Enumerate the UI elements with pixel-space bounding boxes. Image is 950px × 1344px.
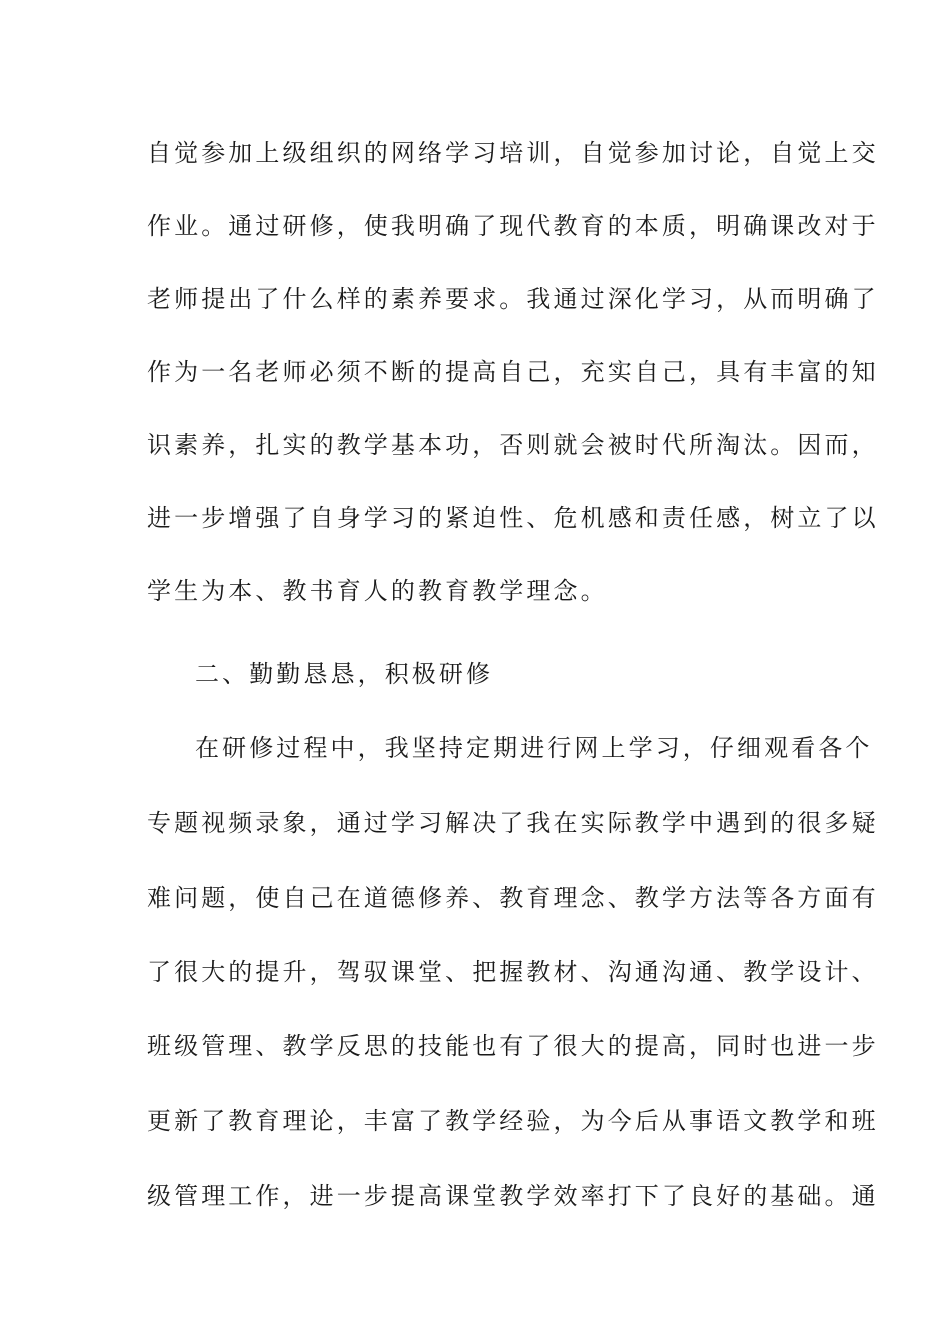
paragraph-line: 自觉参加上级组织的网络学习培训，自觉参加讨论，自觉上交 xyxy=(147,139,879,167)
paragraph-line: 学生为本、教书育人的教育教学理念。 xyxy=(147,577,608,605)
paragraph-line: 更新了教育理论，丰富了教学经验，为今后从事语文教学和班 xyxy=(147,1107,879,1135)
paragraph-line: 进一步增强了自身学习的紧迫性、危机感和责任感，树立了以 xyxy=(147,504,879,532)
paragraph-line: 难问题，使自己在道德修养、教育理念、教学方法等各方面有 xyxy=(147,884,879,912)
paragraph-line: 专题视频录象，通过学习解决了我在实际教学中遇到的很多疑 xyxy=(147,809,879,837)
paragraph-line: 在研修过程中，我坚持定期进行网上学习，仔细观看各个 xyxy=(195,734,873,762)
section-heading: 二、勤勤恳恳，积极研修 xyxy=(195,660,494,688)
paragraph-line: 了很大的提升，驾驭课堂、把握教材、沟通沟通、教学设计、 xyxy=(147,958,879,986)
paragraph-line: 识素养，扎实的教学基本功，否则就会被时代所淘汰。因而， xyxy=(147,431,879,459)
paragraph-line: 作业。通过研修，使我明确了现代教育的本质，明确课改对于 xyxy=(147,212,879,240)
paragraph-line: 老师提出了什么样的素养要求。我通过深化学习，从而明确了 xyxy=(147,285,879,313)
paragraph-line: 作为一名老师必须不断的提高自己，充实自己，具有丰富的知 xyxy=(147,358,879,386)
paragraph-line: 级管理工作，进一步提高课堂教学效率打下了良好的基础。通 xyxy=(147,1182,879,1210)
paragraph-line: 班级管理、教学反思的技能也有了很大的提高，同时也进一步 xyxy=(147,1032,879,1060)
